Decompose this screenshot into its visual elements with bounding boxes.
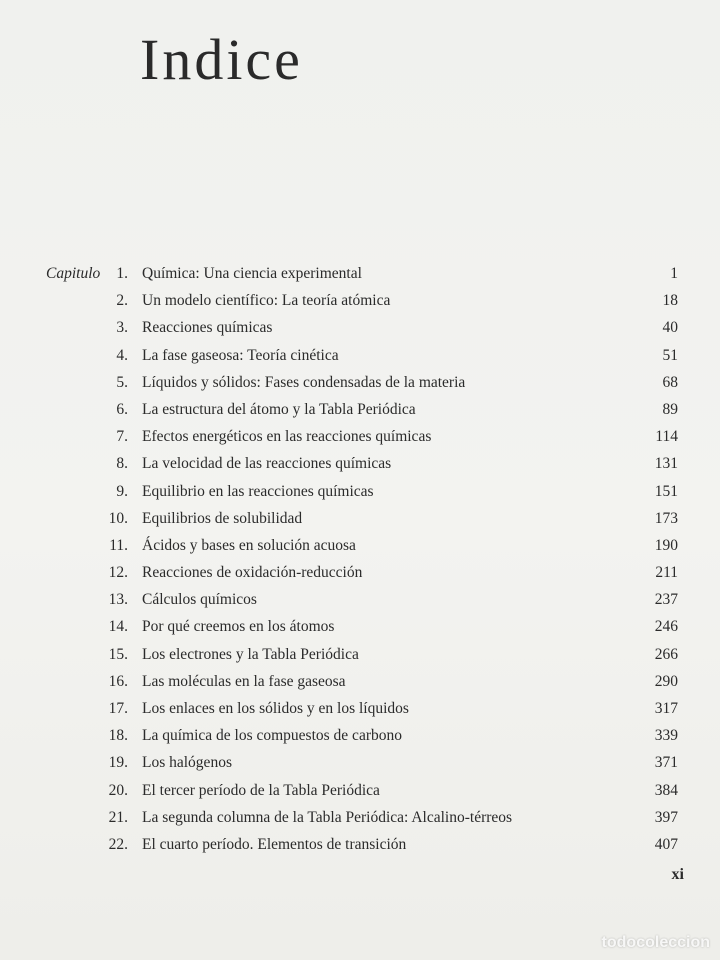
toc-entry [0,781,720,808]
chapter-number: 7. [116,428,128,446]
chapter-title: Ácidos y bases en solución acuosa [142,536,356,554]
toc-entry [0,509,720,536]
chapter-title: Reacciones de oxidación-reducción [142,564,363,582]
page-folio: xi [671,866,684,883]
chapter-number: 16. [108,672,128,690]
toc-entry [0,264,720,291]
chapter-page: 371 [654,754,678,772]
toc-entry [0,427,720,454]
chapter-number: 11. [109,536,128,554]
chapter-number: 6. [116,400,128,418]
chapter-number: 12. [108,564,128,582]
chapter-page: 266 [654,645,678,663]
toc-entry [0,454,720,481]
toc-entry [0,672,720,699]
chapter-number: 2. [116,292,128,310]
toc-entry [0,726,720,753]
chapter-page: 190 [654,536,678,554]
chapter-number: 9. [116,482,128,500]
chapter-page: 1 [670,265,678,282]
chapter-page: 173 [654,509,678,527]
toc-entry [0,835,720,862]
chapter-title: El cuarto período. Elementos de transición [142,835,407,853]
page-title: Indice [140,27,303,92]
toc-entry [0,617,720,644]
chapter-page: 397 [654,808,678,826]
chapter-page: 51 [662,346,678,364]
chapter-title: El tercer período de la Tabla Periódica [142,781,380,799]
chapter-number: 18. [108,727,128,745]
chapter-title: Equilibrio en las reacciones químicas [142,482,374,500]
toc-entry [0,753,720,780]
toc-entry [0,808,720,835]
chapter-page: 246 [654,618,678,636]
chapter-page: 211 [655,564,678,582]
chapter-title: Por qué creemos en los átomos [142,618,335,636]
chapter-title: Las moléculas en la fase gaseosa [142,672,346,690]
chapter-title: Los halógenos [142,754,232,772]
chapter-number: 21. [108,808,128,826]
chapter-page: 18 [662,292,678,310]
toc-entry [0,346,720,373]
toc-entry [0,563,720,590]
chapter-number: 1. [116,265,128,282]
chapter-title: La estructura del átomo y la Tabla Periódica [142,400,416,418]
chapter-number: 5. [116,373,128,391]
chapter-title: Química: Una ciencia experimental [142,265,362,282]
toc-entry [0,373,720,400]
chapter-title: Efectos energéticos en las reacciones químicas [142,428,432,446]
chapter-number: 13. [108,591,128,609]
chapter-title: Un modelo científico: La teoría atómica [142,292,391,310]
chapter-page: 89 [662,400,678,418]
chapter-number: 19. [108,754,128,772]
chapter-page: 151 [654,482,678,500]
chapter-page: 114 [655,428,678,446]
table-of-contents [0,264,720,862]
chapter-title: Los enlaces en los sólidos y en los líquidos [142,700,409,717]
chapter-number: 22. [108,835,128,853]
chapter-page: 407 [654,835,678,853]
toc-entry [0,590,720,617]
watermark-logo: todocoleccion [601,934,710,951]
chapter-page: 317 [654,700,678,717]
chapter-number: 17. [108,700,128,717]
chapter-number: 3. [116,319,128,337]
chapter-page: 68 [662,373,678,391]
chapter-number: 20. [108,781,128,799]
chapter-number: 4. [116,346,128,364]
chapter-title: Los electrones y la Tabla Periódica [142,645,359,663]
toc-entry [0,699,720,726]
chapter-page: 131 [654,455,678,473]
chapter-page: 384 [654,781,678,799]
chapter-title: La fase gaseosa: Teoría cinética [142,346,339,364]
toc-entry [0,400,720,427]
chapter-page: 40 [662,319,678,337]
chapter-title: Cálculos químicos [142,591,257,609]
chapter-title: Reacciones químicas [142,319,273,337]
chapter-title: Equilibrios de solubilidad [142,509,303,527]
toc-entry [0,482,720,509]
toc-entry [0,536,720,563]
chapter-prefix: Capitulo [46,265,101,282]
chapter-number: 15. [108,645,128,663]
chapter-page: 339 [654,727,678,745]
chapter-title: Líquidos y sólidos: Fases condensadas de la materia [142,373,466,391]
chapter-page: 290 [654,672,678,690]
chapter-number: 10. [108,509,128,527]
chapter-page: 237 [654,591,678,609]
chapter-title: La química de los compuestos de carbono [142,727,402,745]
toc-entry [0,291,720,318]
toc-entry [0,645,720,672]
chapter-number: 14. [108,618,128,636]
chapter-title: La velocidad de las reacciones químicas [142,455,392,473]
chapter-number: 8. [116,455,128,473]
toc-entry [0,318,720,345]
chapter-title: La segunda columna de la Tabla Periódica: Alcalino-térreos [142,808,513,826]
